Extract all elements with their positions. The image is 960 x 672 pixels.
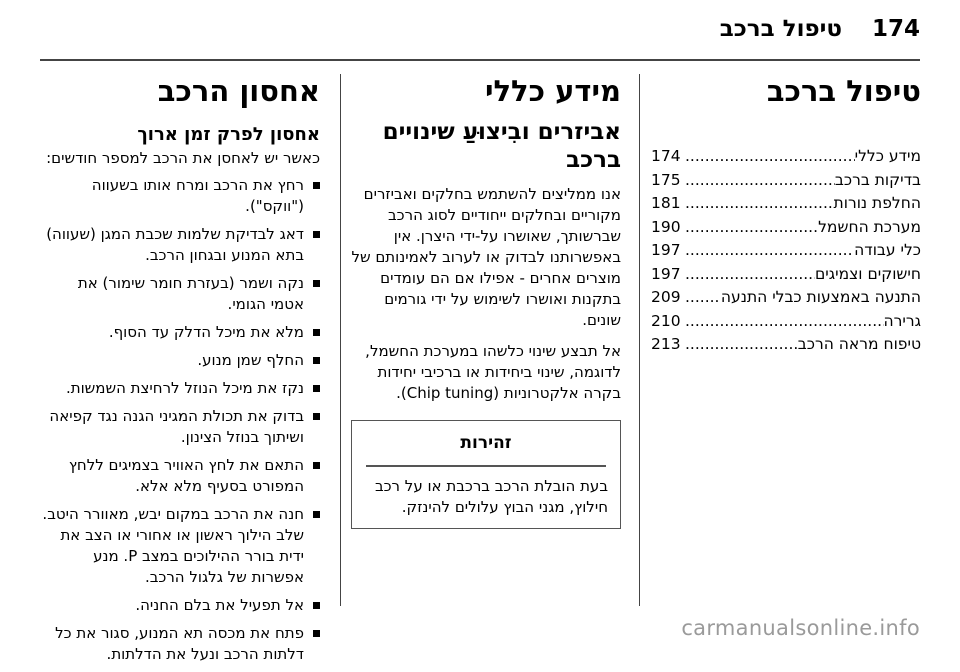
toc-leader-dots [685, 311, 884, 332]
list-item [40, 504, 320, 588]
watermark-link[interactable]: carmanualsonline.info [681, 616, 920, 640]
bullet-square-icon [313, 280, 320, 287]
page-header [0, 0, 960, 62]
list-item-text: רחץ את הרכב ומרח אותו בשעווה ("ווקס"). [91, 176, 304, 215]
caution-heading: זהירות [460, 433, 512, 453]
chapter-title: טיפול ברכב [766, 74, 921, 108]
toc-entry-page: 190 [651, 217, 681, 236]
toc-entry[interactable] [651, 217, 921, 238]
toc-entry[interactable] [651, 287, 921, 308]
toc-entry-page: 175 [651, 170, 681, 189]
toc-entry-page: 197 [651, 241, 681, 259]
toc-entry-label: חישוקים וצמיגים [814, 264, 921, 283]
header-divider [40, 59, 920, 61]
list-item-text: החלף שמן מנוע. [197, 351, 304, 369]
list-item [40, 623, 320, 665]
body-paragraph: אנו ממליצים להשתמש בחלקים ואביזרים מקוריים ובחלקים ייחודיים לסוג הרכב שברשותך, שאושרו על-ידי היצרן. אין באפשרותנו לבדוק או לערוב לאמינותם של מוצרים אחרים - אפילו אם הם עומדים בתקנות ואושרו לשימוש על ידי גורמים שונים. [351, 185, 621, 329]
list-item-text: פתח את מכסה תא המנוע, סגור את כל דלתות הרכב ונעל את הדלתות. [55, 624, 304, 663]
toc-entry-label: החלפת נורות [833, 194, 921, 212]
toc-leader-dots [685, 240, 854, 261]
body-paragraph: אל תבצע שינוי כלשהו במערכת החשמל, לדוגמה, שינוי ביחידות או ברכיבי יחידות בקרה אלקטרוניות (Chip tuning). [365, 342, 621, 402]
caution-box [351, 420, 621, 529]
toc-entry-label: התנעה באמצעות כבלי התנעה [720, 288, 921, 306]
bullet-square-icon [313, 413, 320, 420]
bullet-square-icon [313, 511, 320, 518]
general-info-column [351, 66, 621, 529]
list-item [40, 406, 320, 448]
toc-entry-page: 209 [651, 288, 681, 306]
toc-entry-label: טיפוח מראה הרכב [797, 335, 921, 353]
toc-leader-dots [685, 146, 855, 167]
section-subtitle: אביזרים ובִיצוּעַ שינויים ברכב [382, 119, 621, 173]
caution-text: בעת הובלת הרכב ברכבת או על רכב חילוץ, מגני הבוץ עלולים להינזק. [374, 476, 608, 516]
toc-leader-dots [685, 287, 721, 308]
bullet-square-icon [313, 602, 320, 609]
list-item-text: התאם את לחץ האוויר בצמיגים ללחץ המפורט בסעיף מלא אלא. [68, 456, 304, 495]
toc-entry[interactable] [651, 334, 921, 355]
bullet-square-icon [313, 462, 320, 469]
page-number: 174 [871, 16, 920, 42]
toc-leader-dots [685, 334, 798, 355]
toc-entry-label: מידע כללי [854, 147, 921, 165]
toc-entry[interactable] [651, 146, 921, 167]
toc-entry[interactable] [651, 311, 921, 332]
toc-entry-page: 210 [651, 311, 681, 330]
running-title: טיפול ברכב [719, 16, 842, 42]
list-item [40, 273, 320, 315]
list-item-text: אל תפעיל את בלם החניה. [135, 596, 304, 614]
storage-column [40, 66, 320, 672]
toc-entry[interactable] [651, 240, 921, 261]
list-item-text: נקה ושמר (בעזרת חומר שימור) את אטמי הגומי. [77, 274, 304, 313]
toc-leader-dots [685, 193, 834, 214]
bullet-square-icon [313, 385, 320, 392]
list-item [40, 378, 320, 399]
list-item [40, 595, 320, 616]
chapter-toc-column [651, 66, 921, 358]
column-divider-left [340, 74, 341, 606]
list-item [40, 224, 320, 266]
storage-checklist [40, 175, 320, 665]
toc-leader-dots [685, 170, 835, 191]
toc-entry[interactable] [651, 170, 921, 191]
bullet-square-icon [313, 231, 320, 238]
list-item [40, 455, 320, 497]
toc-entry-label: כלי עבודה [854, 241, 921, 259]
bullet-square-icon [313, 630, 320, 637]
list-item-text: מלא את מיכל הדלק עד הסוף. [108, 323, 304, 341]
list-item [40, 350, 320, 371]
toc-leader-dots [685, 217, 818, 238]
section-title: אחסון הרכב [157, 74, 320, 108]
list-item [40, 175, 320, 217]
section-subtitle: אחסון לפרק זמן ארוך [137, 124, 320, 145]
toc-entry-page: 181 [651, 194, 681, 212]
list-item [40, 322, 320, 343]
toc-entry-page: 197 [651, 264, 681, 283]
bullet-square-icon [313, 329, 320, 336]
table-of-contents [651, 146, 921, 355]
section-title: מידע כללי [484, 74, 621, 108]
column-divider-right [639, 74, 640, 606]
intro-paragraph: כאשר יש לאחסן את הרכב למספר חודשים: [46, 149, 320, 167]
toc-entry-page: 213 [651, 335, 681, 353]
list-item-text: חנה את הרכב במקום יבש, מאוורר היטב. שלב הילוך ראשון או אחורי או הצב את ידית בורר ההילוכים במצב P. מנע אפשרות של גלגול הרכב. [42, 505, 304, 586]
list-item-text: דאג לבדיקת שלמות שכבת המגן (שעווה) בתא המנוע ובגחון הרכב. [46, 225, 304, 264]
bullet-square-icon [313, 182, 320, 189]
list-item-text: נקז את מיכל הנוזל לרחיצת השמשות. [65, 379, 304, 397]
toc-entry-label: מערכת החשמל [818, 217, 921, 236]
list-item-text: בדוק את תכולת המגיני הגנה נגד קפיאה ושיתוך בנוזל הצינון. [49, 407, 304, 446]
toc-leader-dots [685, 264, 815, 285]
toc-entry-label: בדיקות ברכב [834, 170, 921, 189]
toc-entry[interactable] [651, 193, 921, 214]
toc-entry-page: 174 [651, 147, 681, 165]
bullet-square-icon [313, 357, 320, 364]
toc-entry[interactable] [651, 264, 921, 285]
toc-entry-label: גרירה [883, 311, 921, 330]
